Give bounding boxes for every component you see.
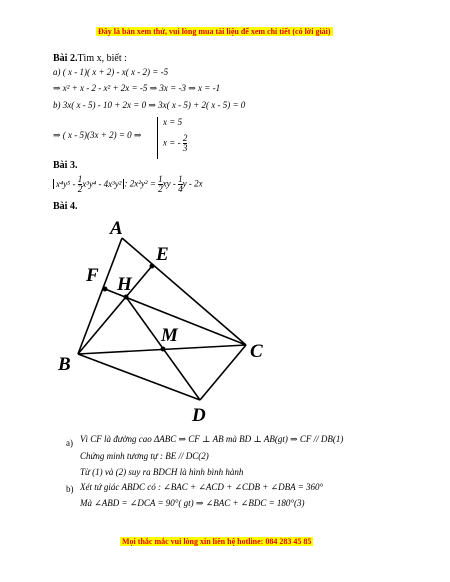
label-F: F xyxy=(86,265,99,286)
bai4-a-line1: Vì CF là đường cao ΔABC ⇒ CF ⊥ AB mà BD ⊥ AB(gt) ⇒ CF // DB(1) xyxy=(80,434,344,444)
fraction-denominator: 2 xyxy=(158,184,163,194)
bai2-prompt: Tìm x, biết : xyxy=(77,53,127,64)
bai2-line-b2: ⇒ ( x - 5)(3x + 2) = 0 ⇒ xyxy=(53,130,142,140)
bai3-title: Bài 3. xyxy=(53,160,78,171)
fraction-numerator: 1 xyxy=(158,174,163,184)
point-E xyxy=(150,264,155,269)
label-M: M xyxy=(161,325,178,346)
fraction-numerator: 1 xyxy=(77,174,83,184)
fraction-denominator: 4 xyxy=(178,184,183,194)
bai2-title: Bài 2. xyxy=(53,53,78,64)
fraction-numerator: 1 xyxy=(178,174,183,184)
label-E: E xyxy=(156,244,169,265)
bai3-expr-left: x⁴y⁵ - xyxy=(53,179,78,189)
bai4-b-line2: Mà ∠ABD = ∠DCA = 90°( gt) ⇒ ∠BAC + ∠BDC = 180°(3) xyxy=(80,498,305,508)
bai2-line-a: a) ( x - 1)( x + 2) - x( x - 2) = -5 xyxy=(53,67,169,77)
point-M xyxy=(161,347,166,352)
bai4-a-line3: Từ (1) và (2) suy ra BDCH là hình bình hành xyxy=(80,467,244,477)
bai3-expr-tail1: xy - xyxy=(162,178,179,189)
bai3-expr-right: : 2x²y² = xyxy=(124,178,159,189)
segment-AB xyxy=(78,238,122,354)
fraction-denominator: 2 xyxy=(77,184,83,194)
point-F xyxy=(103,287,108,292)
bai4-a-prefix: a) xyxy=(66,438,73,448)
segment-BD xyxy=(78,354,200,400)
label-A: A xyxy=(110,218,123,239)
segment-DC xyxy=(200,345,246,400)
label-D: D xyxy=(192,405,206,426)
bai3-expr-mid: x³y⁴ - 4x³y² xyxy=(82,179,124,189)
bai2-case1: x = 5 xyxy=(163,117,183,127)
bai2-case2-prefix: x = - xyxy=(163,137,181,148)
footer-banner: Mọi thắc mắc vui lòng xin liên hệ hotline: 084 283 45 85 xyxy=(122,537,312,546)
fraction-numerator: 2 xyxy=(182,133,188,143)
fraction-denominator: 3 xyxy=(182,143,188,153)
bai4-title: Bài 4. xyxy=(53,201,78,212)
label-H: H xyxy=(117,274,132,295)
bai2-line-a2: ⇒ x² + x - 2 - x² + 2x = -5 ⇒ 3x = -3 ⇒ x = -1 xyxy=(53,83,221,93)
bai4-b-prefix: b) xyxy=(66,484,74,494)
bai4-b-line1: Xét tứ giác ABDC có : ∠BAC + ∠ACD + ∠CDB + ∠DBA = 360° xyxy=(80,482,324,492)
point-H xyxy=(124,295,129,300)
bai2-line-b: b) 3x( x - 5) - 10 + 2x = 0 ⇒ 3x( x - 5) + 2( x - 5) = 0 xyxy=(53,100,246,110)
segment-AC xyxy=(122,238,246,345)
bai4-a-line2: Chứng minh tương tự : BE // DC(2) xyxy=(80,451,209,461)
header-banner: Đây là bản xem thử, vui lòng mua tài liệu để xem chi tiết (có lời giải) xyxy=(98,27,331,36)
label-C: C xyxy=(250,341,263,362)
label-B: B xyxy=(58,354,71,375)
bai3-expr-tail2: y - 2x xyxy=(182,178,203,189)
